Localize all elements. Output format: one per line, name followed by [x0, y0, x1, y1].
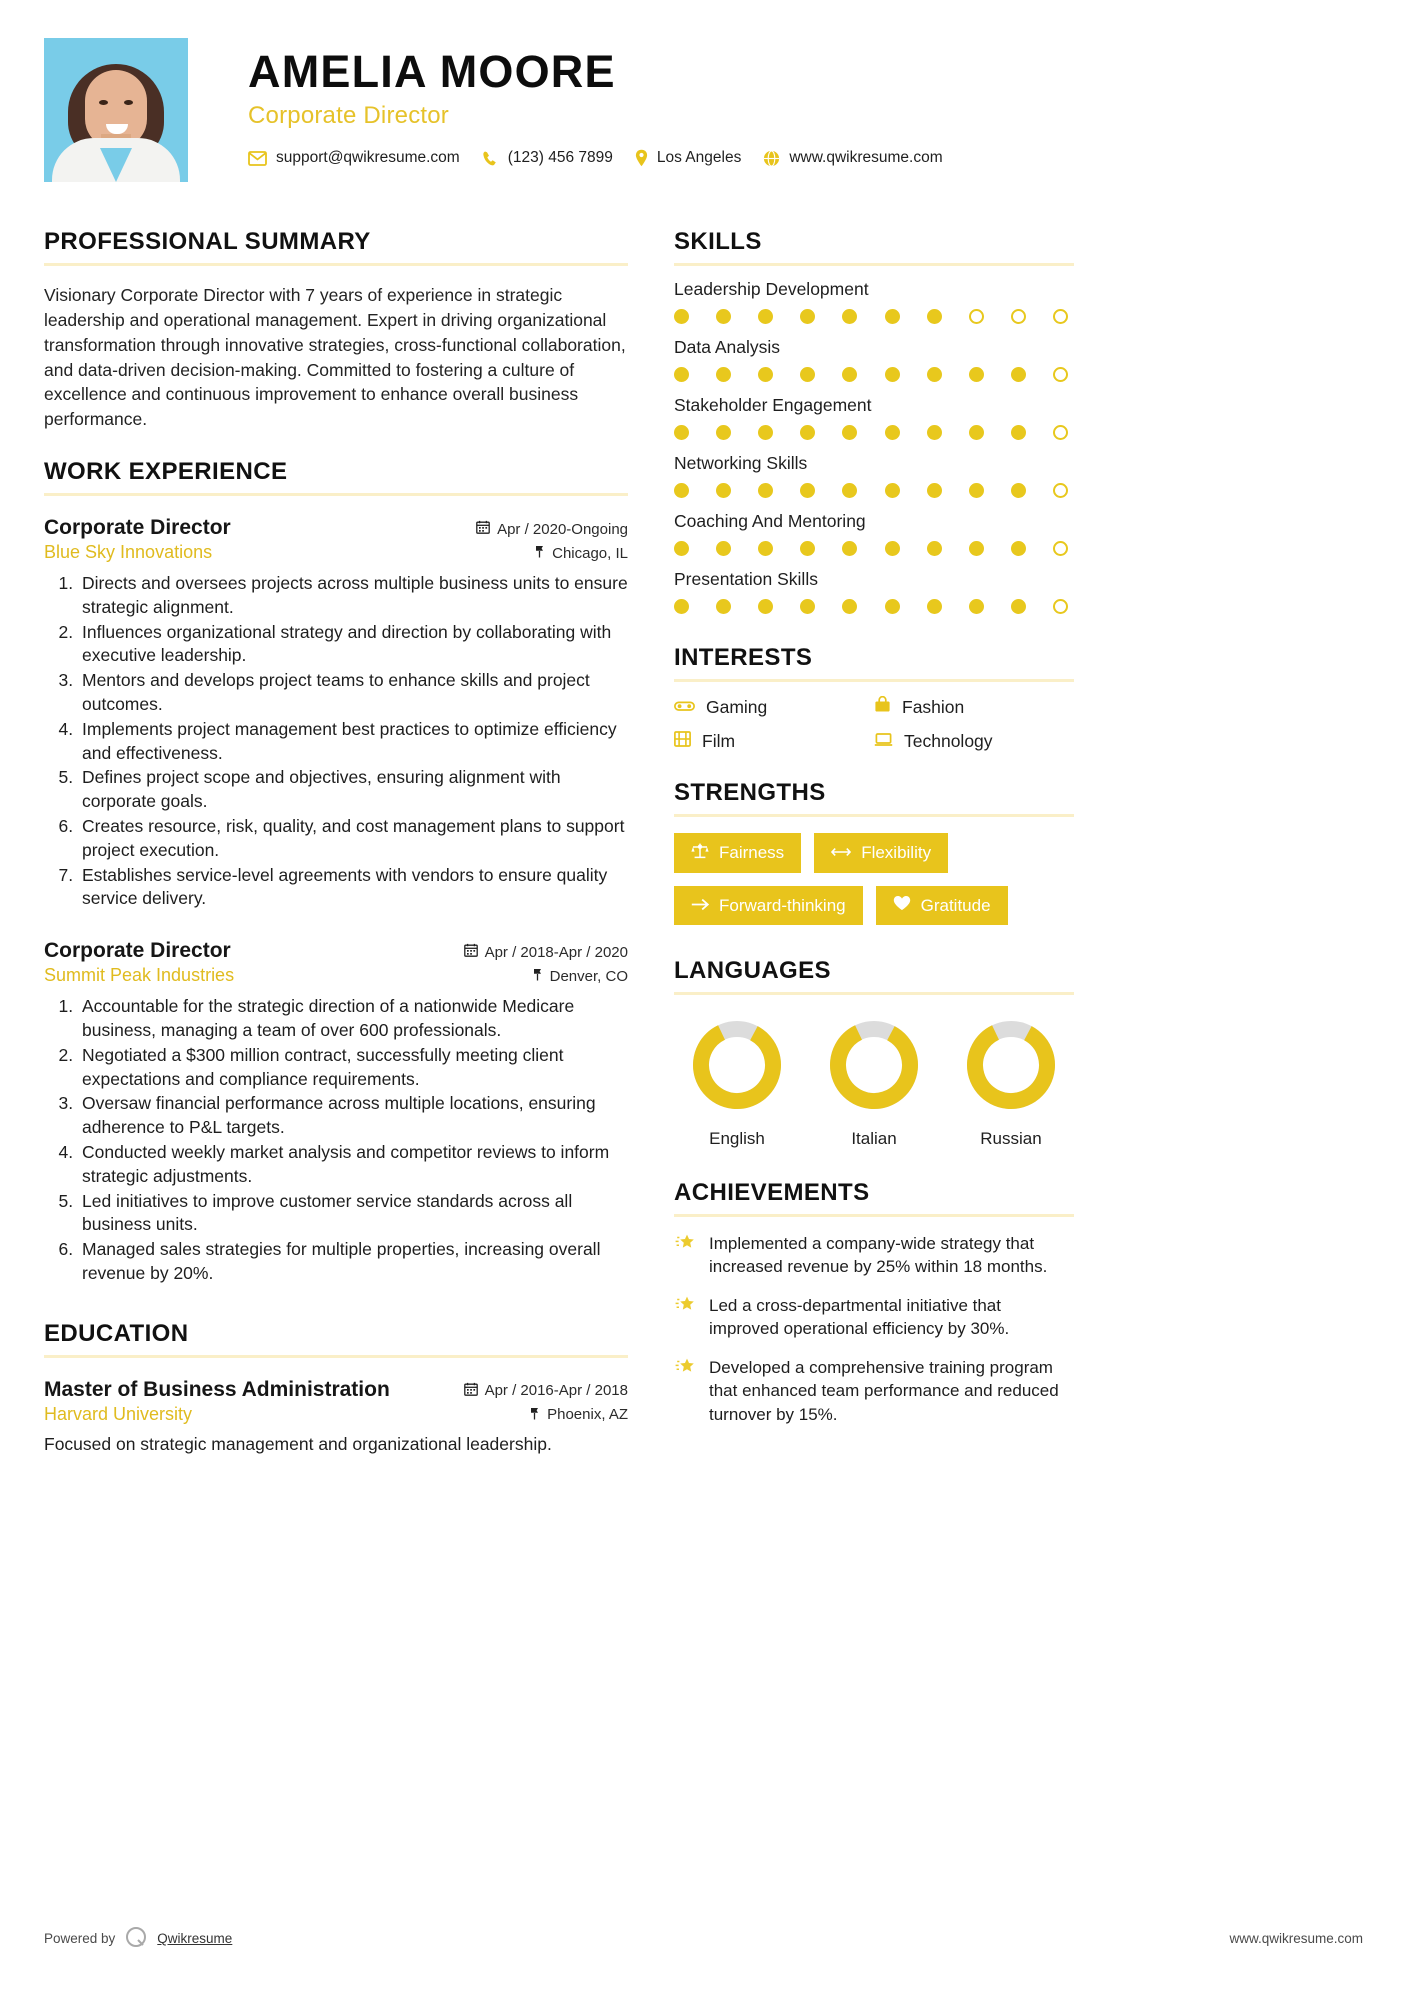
work-bullet: 6. Creates resource, risk, quality, and cost management plans to support project execution. [78, 815, 628, 863]
skills-heading: SKILLS [674, 228, 762, 255]
star-icon [674, 1294, 696, 1341]
contact-email[interactable] [248, 149, 460, 167]
skill-dot-filled [842, 541, 857, 556]
phone-icon [482, 150, 499, 167]
email-icon [248, 151, 267, 166]
content-columns [44, 228, 1363, 1460]
achievement-text: Developed a comprehensive training program that enhanced team performance and reduced turnover by 15%. [709, 1357, 1059, 1424]
skill-dot-filled [842, 483, 857, 498]
work-bullet: 5. Defines project scope and objectives, ensuring alignment with corporate goals. [78, 766, 628, 814]
strength-badge [814, 833, 948, 873]
skill-label: Coaching And Mentoring [674, 511, 866, 531]
achievement-text: Implemented a company-wide strategy that increased revenue by 25% within 18 months. [709, 1234, 1048, 1277]
skill-item [674, 511, 1074, 556]
work-location: Denver, CO [549, 967, 628, 985]
work-bullet: 2. Influences organizational strategy and direction by collaborating with executive leadership. [78, 621, 628, 669]
skill-dot-filled [885, 541, 900, 556]
skill-dot-filled [885, 425, 900, 440]
calendar-icon [476, 520, 490, 538]
skill-dot-filled [716, 309, 731, 324]
skill-dot-empty [969, 309, 984, 324]
skill-dot-filled [927, 425, 942, 440]
language-donut-chart [826, 1017, 922, 1113]
heart-icon [893, 895, 911, 916]
skill-dot-filled [1011, 483, 1026, 498]
work-location-row [534, 544, 628, 562]
skill-dot-filled [842, 309, 857, 324]
summary-heading: PROFESSIONAL SUMMARY [44, 228, 371, 255]
laptop-icon [874, 731, 893, 752]
skill-dot-filled [1011, 425, 1026, 440]
skill-item [674, 453, 1074, 498]
skill-label: Networking Skills [674, 453, 808, 473]
contact-phone-text: (123) 456 7899 [507, 149, 613, 167]
section-skills [674, 228, 1074, 614]
skill-label: Leadership Development [674, 279, 869, 299]
skill-dot-filled [969, 483, 984, 498]
skill-dot-empty [1053, 483, 1068, 498]
contact-website-text: www.qwikresume.com [789, 149, 943, 167]
skill-dot-filled [800, 309, 815, 324]
skill-dot-empty [1053, 541, 1068, 556]
candidate-name: AMELIA MOORE [248, 46, 616, 97]
work-title: Corporate Director [44, 939, 231, 963]
work-title: Corporate Director [44, 516, 231, 540]
work-company: Blue Sky Innovations [44, 542, 213, 563]
qwikresume-link[interactable]: Qwikresume [157, 1931, 233, 1946]
profile-photo [44, 38, 188, 182]
film-strip-icon [674, 731, 691, 752]
section-education [44, 1320, 628, 1457]
skills-list [674, 279, 1074, 614]
skill-dot-filled [800, 367, 815, 382]
education-degree: Master of Business Administration [44, 1377, 390, 1401]
skill-dot-filled [674, 367, 689, 382]
skill-dot-empty [1053, 367, 1068, 382]
education-location: Phoenix, AZ [547, 1406, 628, 1424]
skill-dot-filled [885, 309, 900, 324]
skill-dot-filled [885, 599, 900, 614]
arrows-horizontal-icon [831, 843, 851, 863]
skill-rating [674, 367, 1068, 382]
interest-label: Film [702, 731, 736, 751]
strength-label: Fairness [719, 843, 785, 862]
skill-label: Data Analysis [674, 337, 781, 357]
achievement-item [674, 1356, 1074, 1426]
skill-item [674, 279, 1074, 324]
contact-list [248, 149, 943, 167]
skill-dot-filled [927, 309, 942, 324]
interests-list [674, 696, 1074, 765]
interests-divider [674, 679, 1074, 682]
work-bullet: 3. Mentors and develops project teams to enhance skills and project outcomes. [78, 669, 628, 717]
interest-label: Gaming [706, 696, 768, 717]
achievement-text: Led a cross-departmental initiative that improved operational efficiency by 30%. [709, 1295, 1010, 1339]
skill-dot-filled [969, 541, 984, 556]
work-bullet: 1. Accountable for the strategic direction of a nationwide Medicare business, managing a team of over 600 professionals. [78, 995, 628, 1043]
work-divider [44, 493, 628, 496]
contact-location-text: Los Angeles [656, 149, 742, 167]
interest-item [674, 696, 874, 718]
work-bullet: 6. Managed sales strategies for multiple properties, increasing overall revenue by 20%. [78, 1238, 628, 1286]
star-icon [674, 1232, 696, 1279]
interest-item [874, 731, 1074, 752]
skill-dot-filled [674, 309, 689, 324]
skill-dot-filled [927, 599, 942, 614]
strength-badge [876, 886, 1008, 925]
skill-dot-filled [758, 425, 773, 440]
gamepad-icon [674, 697, 695, 718]
work-dates: Apr / 2018-Apr / 2020 [484, 943, 628, 961]
language-item [674, 1017, 800, 1149]
skill-label: Stakeholder Engagement [674, 395, 872, 415]
work-bullet-list [78, 572, 628, 911]
skill-rating [674, 309, 1068, 324]
strength-label: Flexibility [861, 843, 932, 862]
summary-text: Visionary Corporate Director with 7 years of experience in strategic leadership and operational management. Expert in driving organizational transformation through innovative strategies, cross-functional collaboration, and data-driven decision-making. Committed to fostering a culture of excellence and continuous improvement to enhance overall business performance. [44, 285, 626, 430]
work-company: Summit Peak Industries [44, 965, 235, 986]
skill-dot-filled [758, 483, 773, 498]
skill-dot-filled [716, 425, 731, 440]
map-pin-icon [532, 967, 543, 985]
skill-dot-filled [1011, 541, 1026, 556]
map-pin-icon [534, 544, 545, 562]
section-languages [674, 957, 1074, 1149]
skill-dot-filled [674, 541, 689, 556]
language-item [811, 1017, 937, 1149]
skill-dot-filled [800, 483, 815, 498]
skill-item [674, 337, 1074, 382]
section-interests [674, 644, 1074, 765]
skill-dot-filled [674, 483, 689, 498]
arrow-right-icon [691, 896, 709, 916]
contact-phone[interactable] [482, 149, 613, 167]
map-pin-icon [529, 1406, 540, 1424]
work-bullet: 3. Oversaw financial performance across multiple locations, ensuring adherence to P&L targets. [78, 1092, 628, 1140]
handbag-icon [874, 696, 891, 718]
contact-location [635, 149, 741, 167]
skill-dot-filled [716, 599, 731, 614]
language-label: Russian [980, 1129, 1042, 1148]
work-location: Chicago, IL [552, 544, 628, 562]
left-column [44, 228, 628, 1460]
strength-label: Gratitude [920, 895, 991, 915]
skill-dot-filled [716, 483, 731, 498]
section-achievements [674, 1179, 1074, 1426]
languages-heading: LANGUAGES [674, 957, 831, 984]
header-text [188, 38, 943, 167]
skill-dot-empty [1053, 309, 1068, 324]
work-bullet: 2. Negotiated a $300 million contract, successfully meeting client expectations and compliance requirements. [78, 1044, 628, 1092]
skill-dot-filled [674, 425, 689, 440]
achievement-item [674, 1294, 1074, 1341]
achievements-divider [674, 1214, 1074, 1217]
footer-website[interactable]: www.qwikresume.com [1229, 1931, 1363, 1946]
skill-dot-filled [969, 425, 984, 440]
interest-item [674, 731, 874, 752]
skill-dot-filled [674, 599, 689, 614]
calendar-icon [464, 1382, 478, 1400]
strength-label: Forward-thinking [719, 895, 846, 915]
education-heading: EDUCATION [44, 1319, 189, 1347]
skill-dot-filled [927, 541, 942, 556]
achievement-item [674, 1232, 1074, 1279]
language-label: English [709, 1129, 765, 1148]
strengths-divider [674, 814, 1074, 817]
work-bullet: 5. Led initiatives to improve customer service standards across all business units. [78, 1190, 628, 1238]
strength-badge [674, 833, 801, 873]
interest-item [874, 696, 1074, 718]
calendar-icon [464, 943, 478, 961]
languages-divider [674, 992, 1074, 995]
skill-dot-filled [885, 367, 900, 382]
interest-label: Technology [904, 731, 993, 751]
candidate-role: Corporate Director [248, 102, 450, 130]
language-item [948, 1017, 1074, 1149]
star-icon [674, 1356, 696, 1426]
education-entry [44, 1378, 628, 1457]
education-description: Focused on strategic management and organizational leadership. [44, 1433, 552, 1454]
powered-by-label: Powered by [44, 1931, 116, 1946]
achievements-heading: ACHIEVEMENTS [674, 1179, 870, 1206]
skill-dot-filled [842, 599, 857, 614]
interest-label: Fashion [902, 696, 965, 717]
scales-icon [691, 842, 709, 864]
education-school: Harvard University [44, 1403, 193, 1424]
qwikresume-logo-icon [124, 1925, 148, 1952]
skill-dot-filled [927, 483, 942, 498]
education-dates: Apr / 2016-Apr / 2018 [484, 1382, 628, 1400]
skill-dot-filled [885, 483, 900, 498]
language-donut-chart [963, 1017, 1059, 1113]
education-divider [44, 1355, 628, 1358]
contact-website[interactable] [763, 149, 942, 167]
skill-dot-filled [800, 425, 815, 440]
section-work-experience [44, 458, 628, 1286]
work-bullet-list [78, 995, 628, 1286]
interests-heading: INTERESTS [674, 644, 813, 671]
section-strengths [674, 779, 1074, 925]
skill-rating [674, 425, 1068, 440]
strength-badge [674, 886, 863, 925]
skill-rating [674, 483, 1068, 498]
section-professional-summary [44, 228, 628, 432]
globe-icon [763, 150, 780, 167]
footer-branding [44, 1925, 232, 1952]
skill-item [674, 569, 1074, 614]
skill-dot-filled [842, 367, 857, 382]
skill-dot-filled [758, 599, 773, 614]
work-location-row [532, 967, 628, 985]
skill-rating [674, 541, 1068, 556]
skill-rating [674, 599, 1068, 614]
language-donut-chart [689, 1017, 785, 1113]
right-column [674, 228, 1074, 1460]
summary-divider [44, 263, 628, 266]
skill-dot-filled [758, 541, 773, 556]
skill-dot-filled [800, 599, 815, 614]
skill-dot-filled [1011, 599, 1026, 614]
skill-dot-filled [716, 367, 731, 382]
skill-dot-filled [800, 541, 815, 556]
work-entry [44, 939, 628, 1286]
skill-dot-filled [1011, 367, 1026, 382]
work-dates: Apr / 2020-Ongoing [497, 520, 628, 538]
skill-dot-empty [1053, 599, 1068, 614]
work-bullet: 4. Conducted weekly market analysis and competitor reviews to inform strategic adjustments. [78, 1141, 628, 1189]
page-footer [44, 1925, 1363, 1952]
skill-dot-filled [758, 309, 773, 324]
skill-dot-filled [716, 541, 731, 556]
education-dates-row [464, 1382, 628, 1400]
work-dates-row [476, 520, 628, 538]
contact-email-text: support@qwikresume.com [276, 149, 460, 167]
languages-list [674, 1017, 1074, 1149]
skill-item [674, 395, 1074, 440]
language-label: Italian [851, 1129, 897, 1148]
strengths-list [674, 833, 1074, 925]
skill-dot-filled [969, 367, 984, 382]
skill-dot-empty [1011, 309, 1026, 324]
resume-header [44, 38, 1363, 198]
work-bullet: 7. Establishes service-level agreements with vendors to ensure quality service delivery. [78, 864, 628, 912]
work-bullet: 4. Implements project management best practices to optimize efficiency and effectiveness. [78, 718, 628, 766]
achievements-list [674, 1232, 1074, 1426]
work-entry [44, 516, 628, 911]
education-location-row [529, 1406, 628, 1424]
skill-dot-filled [927, 367, 942, 382]
location-pin-icon [635, 149, 648, 167]
skill-dot-filled [969, 599, 984, 614]
skill-label: Presentation Skills [674, 569, 818, 589]
work-bullet: 1. Directs and oversees projects across multiple business units to ensure strategic alignment. [78, 572, 628, 620]
work-dates-row [464, 943, 628, 961]
skill-dot-filled [758, 367, 773, 382]
skill-dot-empty [1053, 425, 1068, 440]
strengths-heading: STRENGTHS [674, 779, 826, 806]
skills-divider [674, 263, 1074, 266]
skill-dot-filled [842, 425, 857, 440]
work-heading: WORK EXPERIENCE [44, 458, 288, 486]
